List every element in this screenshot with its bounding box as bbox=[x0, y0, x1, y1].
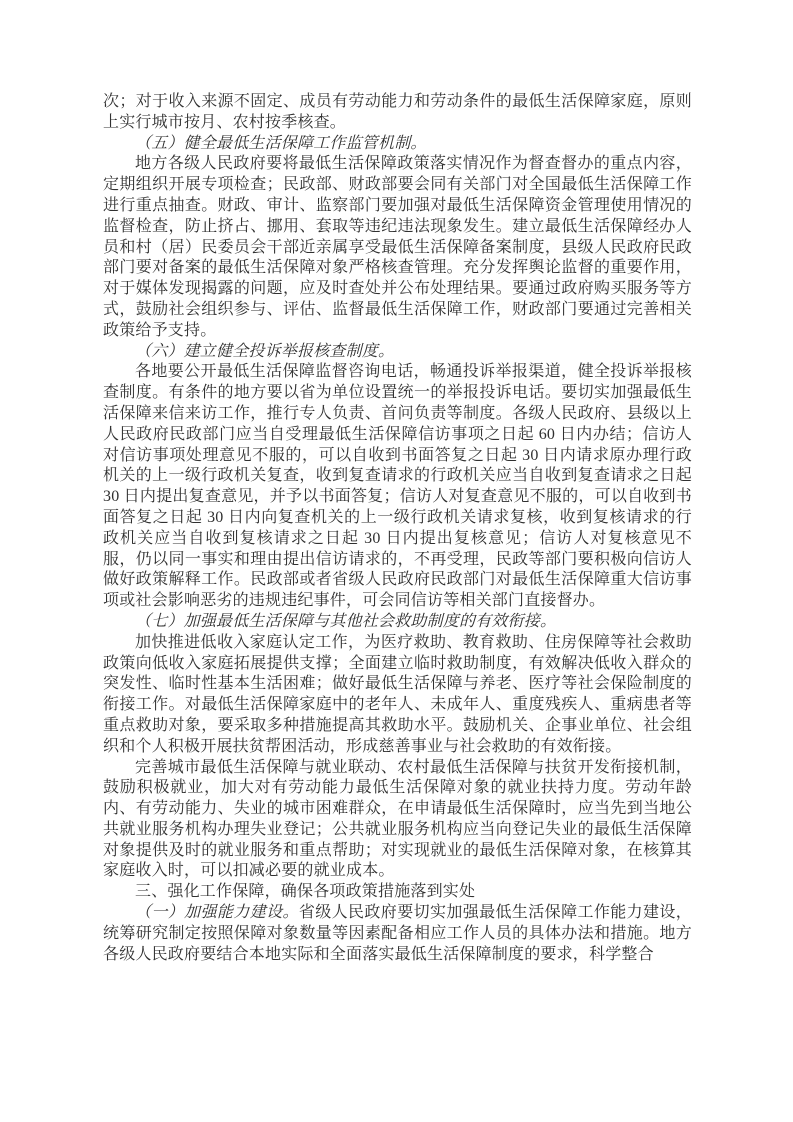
document-text-block bbox=[103, 92, 692, 965]
section-5-heading: （五）健全最低生活保障工作监管机制。 bbox=[135, 134, 427, 152]
section-7-paragraph-1: 加快推进低收入家庭认定工作，为医疗救助、教育救助、住房保障等社会救助政策向低收入家庭拓展提供支撑；全面建立临时救助制度，有效解决低收入群众的突发性、临时性基本生活困难；做好最低生活保障与养老、医疗等社会保险制度的衔接工作。对最低生活保障家庭中的老年人、未成年人、重度残疾人、重病患者等重点救助对象，要采取多种措施提高其救助水平。鼓励机关、企事业单位、社会组织和个人积极开展扶贫帮困活动，形成慈善事业与社会救助的有效衔接。 bbox=[103, 633, 692, 755]
section-5-paragraph: 地方各级人民政府要将最低生活保障政策落实情况作为督查督办的重点内容，定期组织开展专项检查；民政部、财政部要会同有关部门对全国最低生活保障工作进行重点抽查。财政、审计、监察部门要加强对最低生活保障资金管理使用情况的监督检查，防止挤占、挪用、套取等违纪违法现象发生。建立最低生活保障经办人员和村（居）民委员会干部近亲属享受最低生活保障备案制度，县级人民政府民政部门要对备案的最低生活保障对象严格核查管理。充分发挥舆论监督的重要作用，对于媒体发现揭露的问题，应及时查处并公布处理结果。要通过政府购买服务等方式，鼓励社会组织参与、评估、监督最低生活保障工作，财政部门要通过完善相关政策给予支持。 bbox=[103, 155, 692, 339]
part-3-heading: 三、强化工作保障，确保各项政策措施落到实处 bbox=[135, 883, 476, 901]
part-3-item-1-paragraph bbox=[103, 903, 692, 965]
paragraph-continuation: 次；对于收入来源不固定、成员有劳动能力和劳动条件的最低生活保障家庭，原则上实行城市按月、农村按季核查。 bbox=[103, 93, 692, 131]
section-7-paragraph-2: 完善城市最低生活保障与就业联动、农村最低生活保障与扶贫开发衔接机制，鼓励积极就业，加大对有劳动能力最低生活保障对象的就业扶持力度。劳动年龄内、有劳动能力、失业的城市困难群众，在申请最低生活保障时，应当先到当地公共就业服务机构办理失业登记；公共就业服务机构应当向登记失业的最低生活保障对象提供及时的就业服务和重点帮助；对实现就业的最低生活保障对象，在核算其家庭收入时，可以扣减必要的就业成本。 bbox=[103, 758, 692, 880]
section-6-paragraph: 各地要公开最低生活保障监督咨询电话，畅通投诉举报渠道，健全投诉举报核查制度。有条件的地方要以省为单位设置统一的举报投诉电话。要切实加强最低生活保障来信来访工作，推行专人负责、首问负责等制度。各级人民政府、县级以上人民政府民政部门应当自受理最低生活保障信访事项之日起 60 日内办结；信访人对信访事项处理意见不服的，可以自收到书面答复之日起 30 日内请求原办理行政机关的上一级行政机关复查，收到复查请求的行政机关应当自收到复查请求之日起 30 日内提出复查意见，并予以书面答复；信访人对复查意见不服的，可以自收到书面答复之日起 30 日内向复查机关的上一级行政机关请求复核，收到复核请求的行政机关应当自收到复核请求之日起 30 日内提出复核意见；信访人对复核意见不服，仍以同一事实和理由提出信访请求的，不再受理，民政等部门要积极向信访人做好政策解释工作。民政部或者省级人民政府民政部门对最低生活保障重大信访事项或社会影响恶劣的违规违纪事件，可会同信访等相关部门直接督办。 bbox=[103, 363, 692, 610]
section-6-heading: （六）建立健全投诉举报核查制度。 bbox=[135, 342, 395, 360]
section-7-heading: （七）加强最低生活保障与其他社会救助制度的有效衔接。 bbox=[135, 612, 557, 630]
part-3-item-1-text: 省级人民政府要切实加强最低生活保障工作能力建设，统筹研究制定按照保障对象数量等因素配备相应工作人员的具体办法和措施。地方各级人民政府要结合本地实际和全面落实最低生活保障制度的要求，科学整合 bbox=[103, 904, 692, 963]
part-3-item-1-lead: （一）加强能力建设。 bbox=[135, 904, 299, 922]
